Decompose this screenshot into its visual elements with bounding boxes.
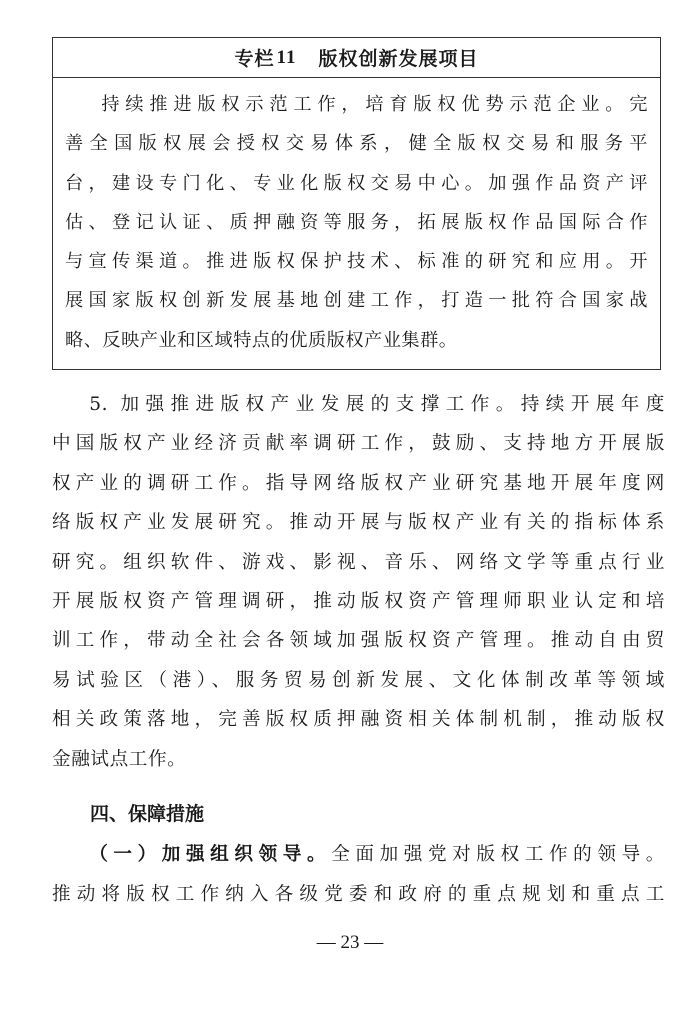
box-line: 展国家版权创新发展基地创建工作，打造一批符合国家战 [65, 290, 648, 312]
body-line: 权产业的调研工作。指导网络版权产业研究基地开展年度网 [52, 472, 665, 494]
box-line: 略、反映产业和区域特点的优质版权产业集群。 [65, 329, 458, 351]
box-title [53, 38, 660, 78]
section-line [52, 835, 665, 875]
section-heading: 四、保障措施 [90, 803, 205, 825]
box-line: 估、登记认证、质押融资等服务，拓展版权作品国际合作 [65, 211, 648, 233]
section-line: 推动将版权工作纳入各级党委和政府的重点规划和重点工 [52, 884, 665, 905]
body-line: 中国版权产业经济贡献率调研工作，鼓励、支持地方开展版 [52, 433, 665, 455]
body-line: 开展版权资产管理调研，推动版权资产管理师职业认定和培 [52, 591, 665, 613]
box-body [53, 78, 660, 360]
body-line: 易试验区（港）、服务贸易创新发展、文化体制改革等领域 [52, 669, 665, 691]
body-line: 研究。组织软件、游戏、影视、音乐、网络文学等重点行业 [52, 551, 665, 573]
body-line: 相关政策落地，完善版权质押融资相关体制机制，推动版权 [52, 709, 665, 731]
body-line: 络版权产业发展研究。推动开展与版权产业有关的指标体系 [52, 512, 665, 534]
body-line: 金融试点工作。 [52, 748, 187, 770]
box-title-text: 版权创新发展项目 [318, 48, 479, 70]
section-lead: （一）加强组织领导。 [89, 844, 332, 865]
box-line: 善全国版权展会授权交易体系，健全版权交易和服务平 [65, 133, 648, 155]
box-label: 专栏 [234, 48, 275, 70]
sidebar-box [52, 37, 661, 370]
box-line: 台，建设专门化、专业化版权交易中心。加强作品资产评 [65, 172, 648, 194]
page-number: — 23 — [316, 932, 384, 953]
box-number: 11 [276, 46, 297, 68]
body-line: 5. 加强推进版权产业发展的支撑工作。持续开展年度 [89, 394, 665, 415]
box-line: 持续推进版权示范工作，培育版权优势示范企业。完 [101, 94, 648, 115]
section-line-rest: 全面加强党对版权工作的领导。 [331, 844, 665, 865]
box-line: 与宣传渠道。推进版权保护技术、标准的研究和应用。开 [65, 251, 648, 273]
body-paragraph [52, 385, 665, 779]
section-paragraph [52, 835, 665, 915]
body-line: 训工作，带动全社会各领域加强版权资产管理。推动自由贸 [52, 630, 665, 652]
